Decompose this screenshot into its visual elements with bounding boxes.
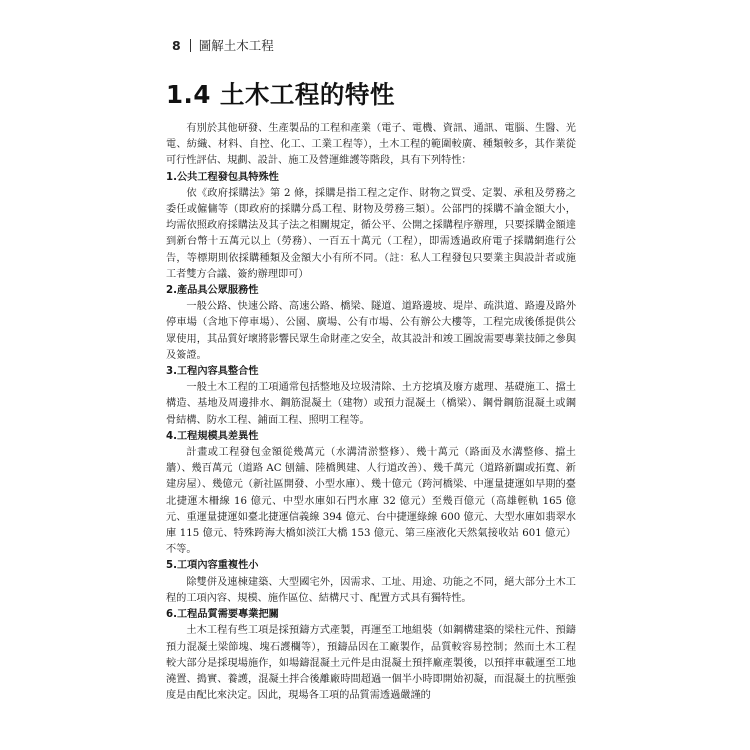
- section-title: 1.4 土木工程的特性: [166, 80, 395, 109]
- intro-paragraph: 有別於其他研發、生產製品的工程和產業（電子、電機、資訊、通訊、電腦、生醫、光電、紡織、材料、自控、化工、工業工程等），土木工程的範圍較廣、種類較多，其作業從可行性評估、規劃、設計、施工及營運維護等階段，具有下列特性：: [166, 123, 576, 167]
- item-heading: 1.公共工程發包具特殊性: [166, 171, 279, 183]
- item-body: 一般公路、快速公路、高速公路、橋梁、隧道、道路邊坡、堤岸、疏洪道、路邊及路外停車場（含地下停車場）、公園、廣場、公有市場、公有辦公大樓等，工程完成後係提供公眾使用，其品質好壞將影響民眾生命財產之安全，故其設計和竣工圖說需要專業技師之參與及簽證。: [166, 301, 576, 361]
- list-item: [166, 283, 576, 364]
- item-body: 除雙併及連棟建築、大型國宅外，因需求、工址、用途、功能之不同，絕大部分土木工程的工項內容、規模、施作區位、結構尺寸、配置方式具有獨特性。: [166, 576, 576, 604]
- running-header: [172, 36, 274, 54]
- item-body: 計畫或工程發包金額從幾萬元（水溝清淤整修）、幾十萬元（路面及水溝整修、擋土牆）、幾百萬元（道路 AC 刨舖、陸橋興建、人行道改善）、幾千萬元（道路新闢或拓寬、新建房屋）、幾億元（新社區開發、小型水庫）、幾十億元（跨河橋梁、中運量捷運如早期的臺北捷運木柵線 16 億元、中型水庫如石門水庫 32 億元）至幾百億元（高雄輕軌 165 億元、重運量捷運如臺北捷運信義線 394 億元、台中捷運綠線 600 億元、大型水庫如翡翠水庫 115 億元、特殊跨海大橋如淡江大橋 153 億元、第三座液化天然氣接收站 601 億元）不等。: [166, 447, 576, 556]
- body-content: [166, 121, 576, 704]
- page-number: 8: [172, 37, 181, 53]
- list-item: [166, 558, 576, 607]
- item-heading: 4.工程規模具差異性: [166, 430, 259, 442]
- item-heading: 3.工程內容具整合性: [166, 366, 259, 378]
- list-item: [166, 170, 576, 283]
- header-divider: [190, 39, 191, 52]
- item-body: 依《政府採購法》第 2 條，採購是指工程之定作、財物之買受、定製、承租及勞務之委任或僱傭等（即政府的採購分爲工程、財物及勞務三類）。公部門的採購不論金額大小，均需依照政府採購法及其子法之相關規定，循公平、公開之採購程序辦理，只要採購金額達到新台幣十五萬元以上（勞務）、一百五十萬元（工程），即需透過政府電子採購網進行公告，等標期則依採購種類及金額大小有所不同。（註：私人工程發包只要業主與設計者或施工者雙方合議、簽約辦理即可）: [166, 187, 576, 280]
- item-heading: 5.工項內容重複性小: [166, 560, 259, 572]
- item-body: 一般土木工程的工項通常包括整地及垃圾清除、土方挖填及廢方處理、基礎施工、擋土構造、基地及周邊排水、鋼筋混凝土（建物）或預力混凝土（橋梁）、鋼骨鋼筋混凝土或鋼骨結構、防水工程、鋪面工程、照明工程等。: [166, 382, 576, 426]
- list-item: [166, 364, 576, 429]
- book-title: 圖解土木工程: [198, 38, 274, 53]
- item-heading: 2.產品具公眾服務性: [166, 285, 259, 297]
- item-heading: 6.工程品質需要專業把關: [166, 609, 279, 621]
- list-item: [166, 429, 576, 559]
- item-body: 土木工程有些工項是採預鑄方式產製，再運至工地組裝（如鋼構建築的梁柱元件、預鑄預力混凝土梁節塊、塊石護欄等），預鑄品因在工廠製作，品質較容易控制；然而土木工程較大部分是採現場施作，如場鑄混凝土元件是由混凝土預拌廠產製後，以預拌車載運至工地澆置、搗實、養護，混凝土拌合後離廠時間超過一個半小時即開始初凝，而混凝土的抗壓強度是由配比來決定。因此，現場各工項的品質需透過嚴謹的: [166, 625, 576, 702]
- list-item: [166, 607, 576, 704]
